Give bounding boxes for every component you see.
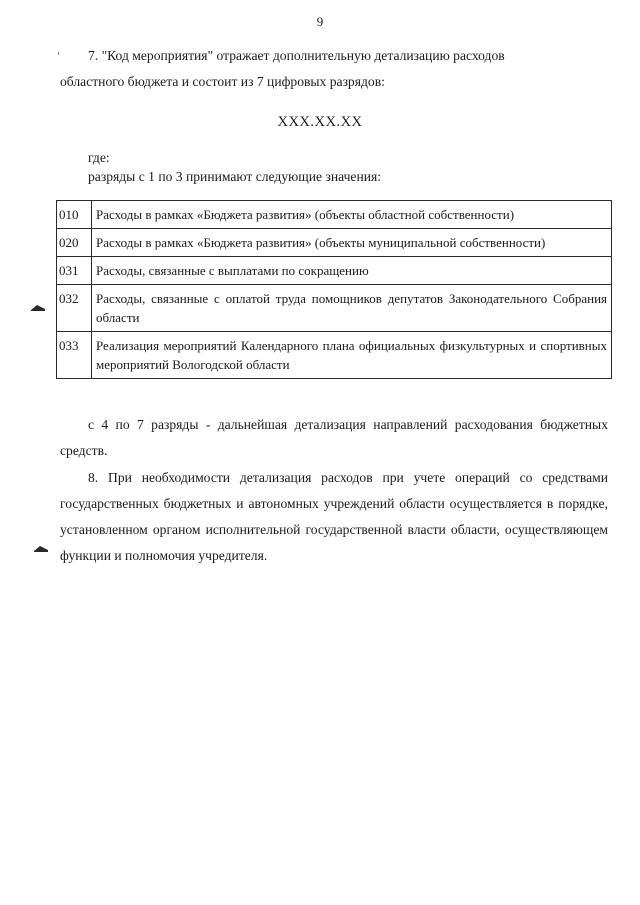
code-cell: 032 [57, 285, 92, 332]
digits-intro: разряды с 1 по 3 принимают следующие значения: [88, 169, 382, 184]
codes-table [56, 200, 612, 379]
code-cell: 010 [57, 201, 92, 229]
description-cell: Расходы в рамках «Бюджета развития» (объекты муниципальной собственности) [92, 229, 612, 257]
page-number: 9 [316, 14, 324, 29]
code-cell: 033 [57, 332, 92, 379]
section-8-paragraph [60, 465, 608, 569]
description-cell: Реализация мероприятий Календарного плана официальных физкультурных и спортивных мероприятий Вологодской области [92, 332, 612, 379]
table-row [57, 285, 612, 332]
margin-tick-mark: ʼ [57, 51, 60, 61]
table-row [57, 257, 612, 285]
digits-4-7-text: с 4 по 7 разряды - дальнейшая детализация направлений расходования бюджетных средств. [60, 417, 608, 458]
table-row [57, 201, 612, 229]
description-cell: Расходы, связанные с оплатой труда помощников депутатов Законодательного Собрания области [92, 285, 612, 332]
code-cell: 020 [57, 229, 92, 257]
section-7-text-line1: "Код мероприятия" отражает дополнительную детализацию расходов [101, 48, 505, 63]
scan-margin-mark-icon [31, 305, 45, 311]
where-label: где: [88, 150, 110, 165]
description-cell: Расходы, связанные с выплатами по сокращению [92, 257, 612, 285]
section-7-text-line2: областного бюджета и состоит из 7 цифровых разрядов: [60, 74, 385, 89]
section-7-number: 7. [88, 48, 99, 63]
description-cell: Расходы в рамках «Бюджета развития» (объекты областной собственности) [92, 201, 612, 229]
code-cell: 031 [57, 257, 92, 285]
table-row [57, 229, 612, 257]
section-8-text: 8. При необходимости детализация расходов при учете операций со средствами государственных бюджетных и автономных учреждений области осуществляется в порядке, установленном органом исполнительной государственной власти области, осуществляющем функции и полномочия учредителя. [60, 470, 608, 563]
table-row [57, 332, 612, 379]
digits-4-7-paragraph [60, 412, 608, 464]
code-format: XXX.XX.XX [277, 114, 363, 130]
section-7-paragraph [60, 43, 608, 95]
scan-margin-mark-icon [34, 546, 48, 552]
